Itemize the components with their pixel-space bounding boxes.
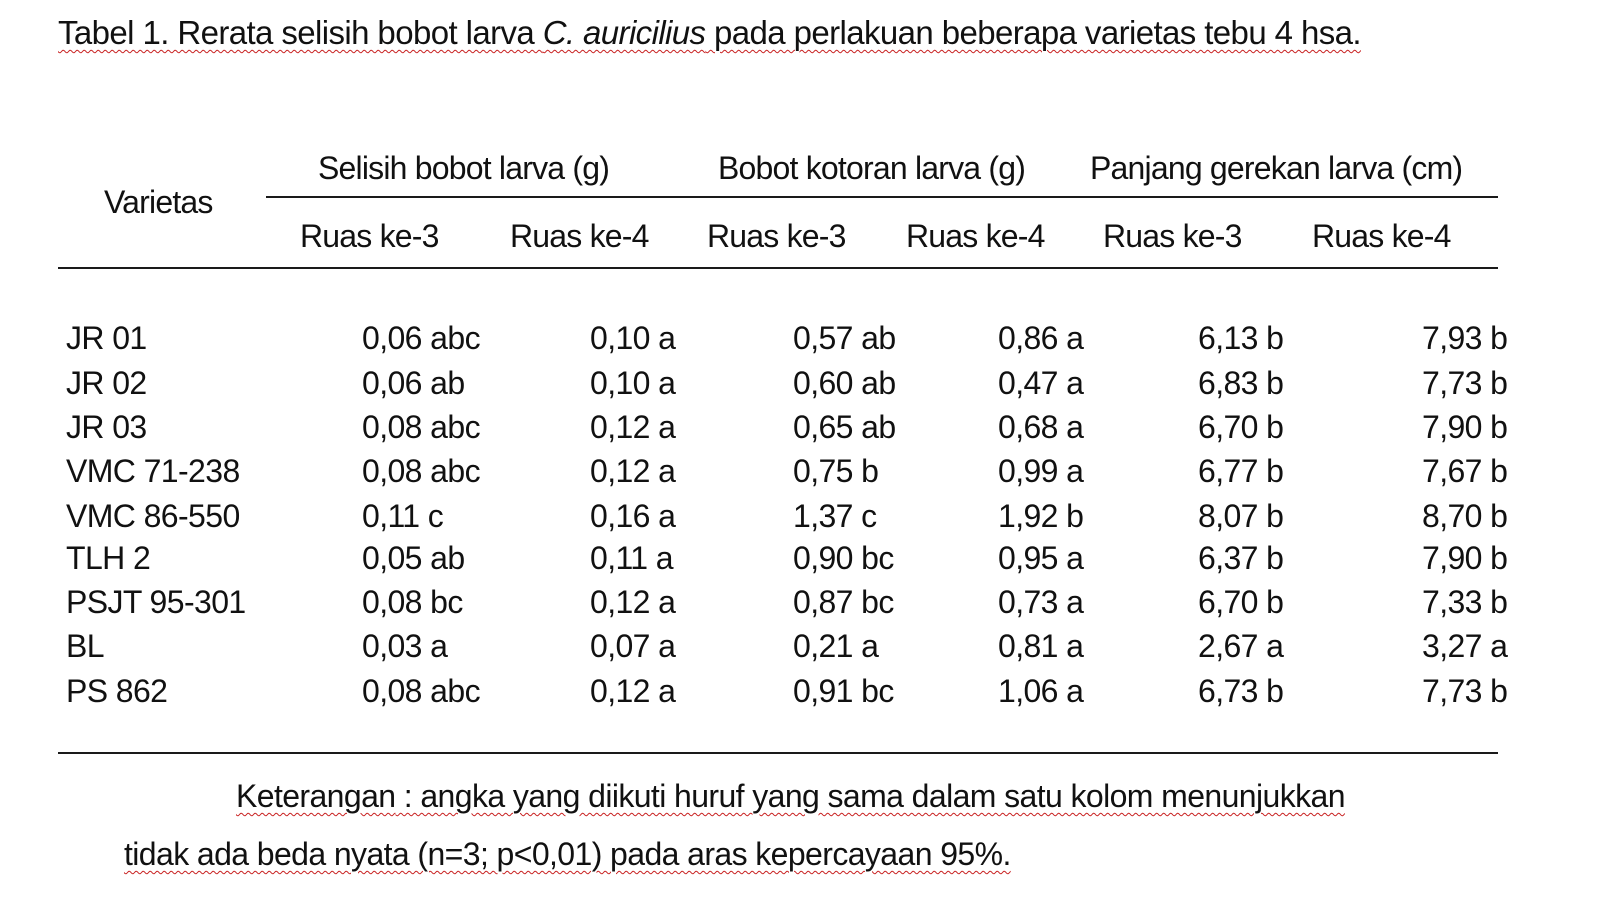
cell-varietas: VMC 86-550: [66, 498, 240, 534]
cell-gerekan-ruas3: 6,73 b: [1198, 673, 1284, 709]
cell-kotoran-ruas3: 1,37 c: [793, 498, 877, 534]
cell-selisih-ruas4: 0,12 a: [590, 584, 676, 620]
cell-kotoran-ruas3: 0,21 a: [793, 628, 879, 664]
cell-selisih-ruas3: 0,11 c: [362, 498, 444, 534]
sub-header-5: Ruas ke-3: [1103, 218, 1242, 254]
cell-gerekan-ruas4: 7,33 b: [1422, 584, 1508, 620]
cell-gerekan-ruas4: 7,67 b: [1422, 453, 1508, 489]
cell-kotoran-ruas3: 0,75 b: [793, 453, 879, 489]
table-caption: [58, 14, 1361, 52]
cell-gerekan-ruas3: 8,07 b: [1198, 498, 1284, 534]
cell-gerekan-ruas3: 6,37 b: [1198, 540, 1284, 576]
cell-gerekan-ruas4: 7,90 b: [1422, 409, 1508, 445]
cell-gerekan-ruas4: 7,93 b: [1422, 320, 1508, 356]
cell-kotoran-ruas4: 0,95 a: [998, 540, 1084, 576]
caption-prefix: Tabel 1. Rerata selisih bobot larva: [58, 14, 543, 51]
cell-selisih-ruas3: 0,05 ab: [362, 540, 465, 576]
cell-kotoran-ruas4: 0,81 a: [998, 628, 1084, 664]
note-line1-text: : angka yang diikuti huruf yang sama dalam satu kolom menunjukkan: [395, 778, 1345, 814]
cell-selisih-ruas3: 0,06 ab: [362, 365, 465, 401]
cell-kotoran-ruas3: 0,91 bc: [793, 673, 894, 709]
sub-header-2: Ruas ke-4: [510, 218, 649, 254]
group-header-bobot-kotoran: Bobot kotoran larva (g): [718, 150, 1026, 186]
cell-selisih-ruas4: 0,10 a: [590, 365, 676, 401]
cell-varietas: BL: [66, 628, 104, 664]
table-note-line-2: tidak ada beda nyata (n=3; p<0,01) pada aras kepercayaan 95%.: [124, 836, 1011, 872]
cell-gerekan-ruas3: 6,13 b: [1198, 320, 1284, 356]
cell-varietas: JR 02: [66, 365, 147, 401]
cell-kotoran-ruas4: 0,73 a: [998, 584, 1084, 620]
group-header-selisih-bobot: Selisih bobot larva (g): [318, 150, 610, 186]
cell-varietas: PSJT 95-301: [66, 584, 246, 620]
cell-selisih-ruas4: 0,11 a: [590, 540, 673, 576]
cell-selisih-ruas3: 0,06 abc: [362, 320, 480, 356]
cell-selisih-ruas4: 0,07 a: [590, 628, 676, 664]
cell-gerekan-ruas3: 2,67 a: [1198, 628, 1284, 664]
cell-varietas: VMC 71-238: [66, 453, 240, 489]
cell-gerekan-ruas3: 6,70 b: [1198, 409, 1284, 445]
note-label: Keterangan: [236, 778, 396, 814]
cell-kotoran-ruas4: 0,86 a: [998, 320, 1084, 356]
cell-selisih-ruas4: 0,16 a: [590, 498, 676, 534]
caption-species: C. auricilius: [542, 14, 706, 51]
sub-header-6: Ruas ke-4: [1312, 218, 1451, 254]
sub-header-1: Ruas ke-3: [300, 218, 439, 254]
cell-gerekan-ruas3: 6,77 b: [1198, 453, 1284, 489]
cell-kotoran-ruas4: 1,06 a: [998, 673, 1084, 709]
cell-selisih-ruas4: 0,12 a: [590, 673, 676, 709]
cell-varietas: TLH 2: [66, 540, 151, 576]
group-header-rule: [266, 196, 1498, 198]
cell-gerekan-ruas4: 7,90 b: [1422, 540, 1508, 576]
cell-gerekan-ruas4: 8,70 b: [1422, 498, 1508, 534]
header-bottom-rule: [58, 267, 1498, 269]
sub-header-4: Ruas ke-4: [906, 218, 1045, 254]
cell-kotoran-ruas3: 0,87 bc: [793, 584, 894, 620]
row-header-varietas: Varietas: [104, 184, 213, 220]
cell-kotoran-ruas3: 0,90 bc: [793, 540, 894, 576]
cell-kotoran-ruas4: 0,99 a: [998, 453, 1084, 489]
caption-suffix: pada perlakuan beberapa varietas tebu 4 hsa.: [705, 14, 1361, 51]
cell-gerekan-ruas4: 7,73 b: [1422, 365, 1508, 401]
cell-selisih-ruas4: 0,12 a: [590, 453, 676, 489]
cell-selisih-ruas3: 0,08 bc: [362, 584, 463, 620]
cell-kotoran-ruas4: 0,68 a: [998, 409, 1084, 445]
cell-kotoran-ruas3: 0,60 ab: [793, 365, 896, 401]
cell-selisih-ruas3: 0,08 abc: [362, 409, 480, 445]
group-header-panjang-gerekan: Panjang gerekan larva (cm): [1090, 150, 1463, 186]
cell-varietas: JR 01: [66, 320, 147, 356]
cell-gerekan-ruas3: 6,83 b: [1198, 365, 1284, 401]
cell-varietas: PS 862: [66, 673, 168, 709]
cell-varietas: JR 03: [66, 409, 147, 445]
cell-gerekan-ruas4: 3,27 a: [1422, 628, 1508, 664]
cell-selisih-ruas4: 0,10 a: [590, 320, 676, 356]
cell-gerekan-ruas4: 7,73 b: [1422, 673, 1508, 709]
cell-gerekan-ruas3: 6,70 b: [1198, 584, 1284, 620]
cell-selisih-ruas4: 0,12 a: [590, 409, 676, 445]
cell-kotoran-ruas4: 1,92 b: [998, 498, 1084, 534]
cell-selisih-ruas3: 0,03 a: [362, 628, 448, 664]
cell-kotoran-ruas3: 0,65 ab: [793, 409, 896, 445]
cell-kotoran-ruas3: 0,57 ab: [793, 320, 896, 356]
cell-selisih-ruas3: 0,08 abc: [362, 673, 480, 709]
table-note-line-1: [236, 778, 1345, 815]
table-bottom-rule: [58, 752, 1498, 754]
sub-header-3: Ruas ke-3: [707, 218, 846, 254]
cell-selisih-ruas3: 0,08 abc: [362, 453, 480, 489]
cell-kotoran-ruas4: 0,47 a: [998, 365, 1084, 401]
